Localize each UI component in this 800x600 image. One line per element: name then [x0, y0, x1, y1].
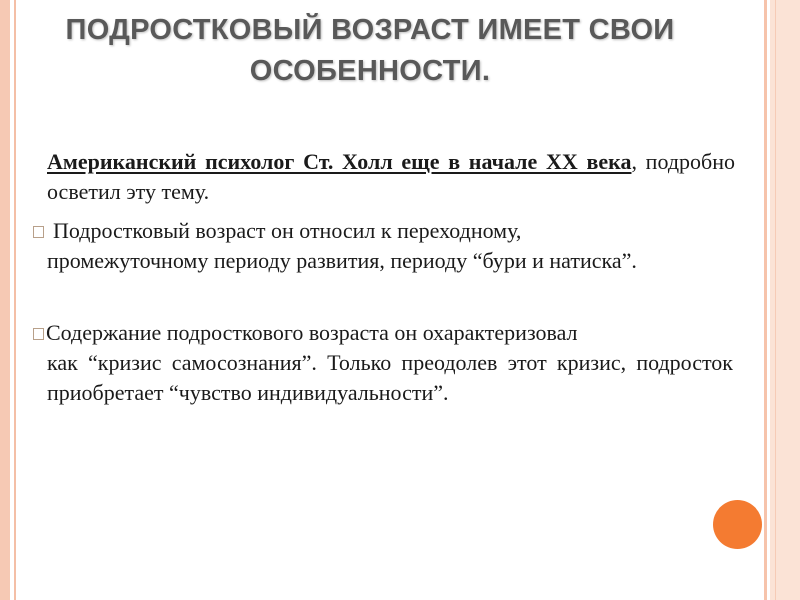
right-frame-line-thin: [775, 0, 776, 600]
square-bullet-icon: [33, 226, 44, 238]
left-frame-line: [14, 0, 16, 600]
intro-rest-text: , подробно осветил эту тему.: [47, 149, 735, 204]
slide-title: [20, 10, 720, 92]
bullet-item-transition-period: [33, 216, 733, 276]
slide-title-line2: ОСОБЕННОСТИ.: [249, 55, 491, 87]
decorative-orange-circle: [713, 500, 762, 549]
intro-lead-text: Американский психолог Ст. Холл еще в начале XX века: [47, 149, 632, 174]
bullet-text-continuation: [33, 246, 733, 276]
slide-title-line1: ПОДРОСТКОВЫЙ ВОЗРАСТ ИМЕЕТ СВОИ: [65, 14, 675, 46]
left-frame-border: [0, 0, 10, 600]
right-frame-line: [764, 0, 767, 600]
intro-paragraph: [47, 147, 735, 207]
bullet-text-first: Подростковый возраст он относил к переходному,: [53, 218, 522, 243]
bullet-text-rest: как “кризис самосознания”. Только преодолев этот кризис, подросток приобретает “чувство индивидуальности”.: [47, 350, 733, 405]
square-bullet-icon: [33, 328, 44, 340]
bullet-text-rest: промежуточному периоду развития, периоду “бури и натиска”.: [47, 248, 637, 273]
bullet-text-first: Содержание подросткового возраста он охарактеризовал: [46, 320, 578, 345]
bullet-item-self-awareness-crisis: [33, 318, 733, 408]
bullet-text-continuation: [33, 348, 733, 408]
